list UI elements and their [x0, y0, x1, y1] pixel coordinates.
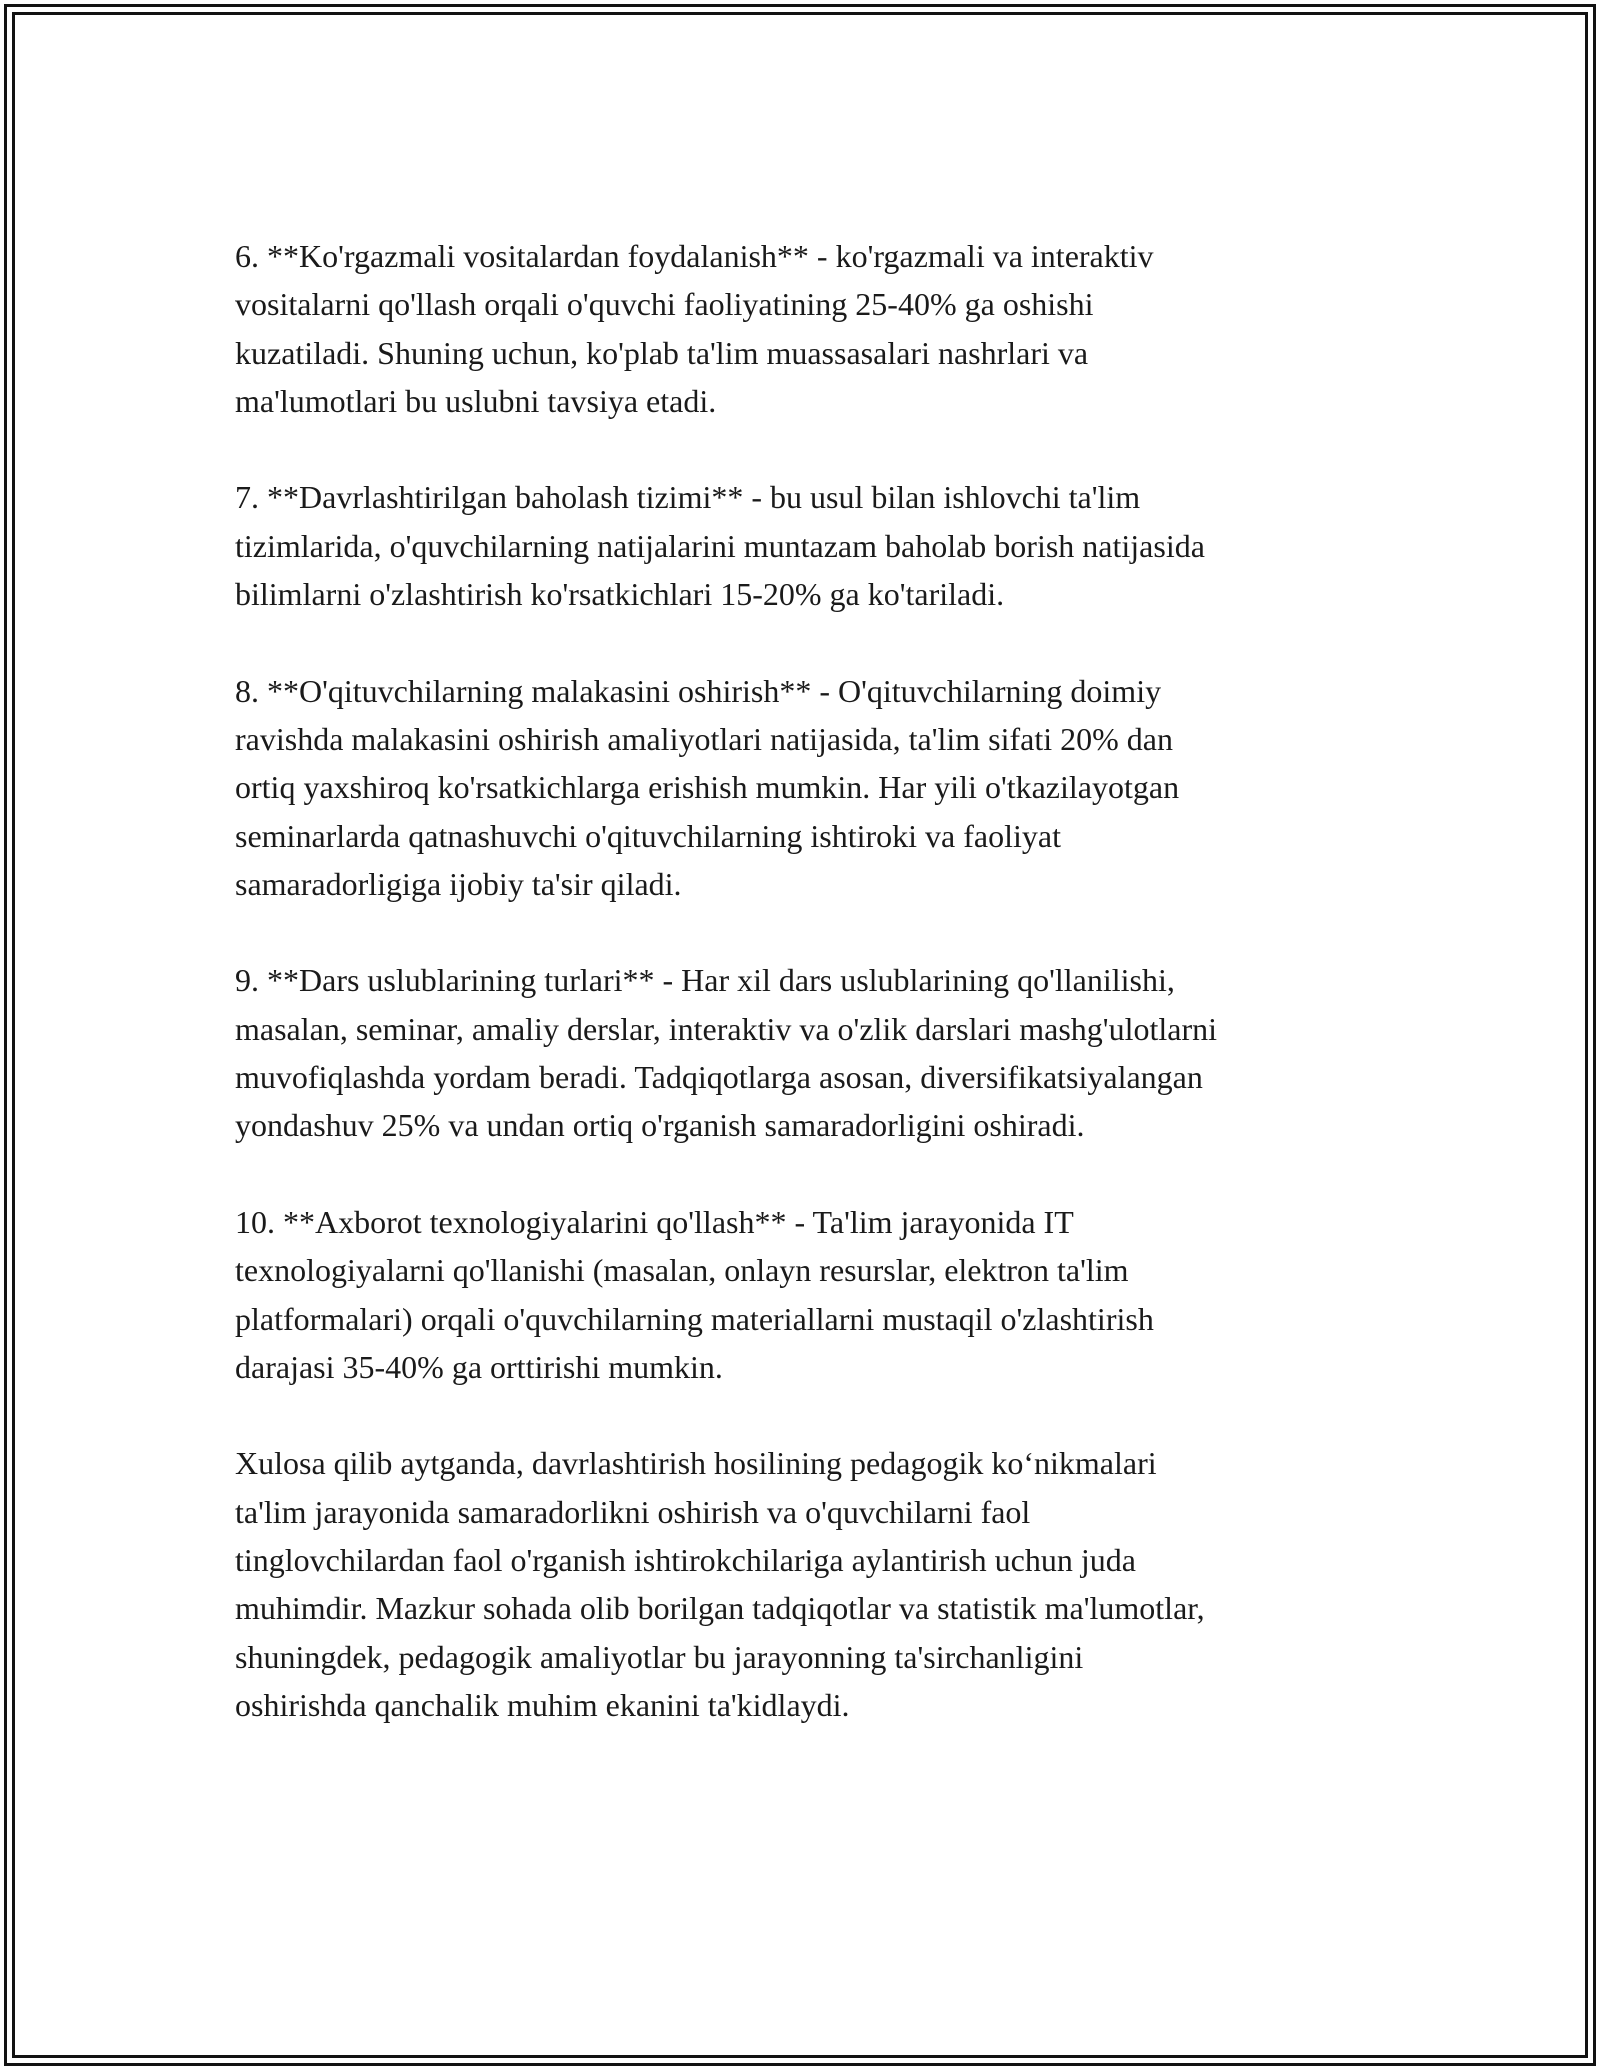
paragraph-item-7: 7. **Davrlashtirilgan baholash tizimi** - bu usul bilan ishlovchi ta'lim tizimlarida, o'quvchilarning natijalarini muntazam baholab borish natijasida bilimlarni o'zlashtirish ko'rsatkichlari 15-20% ga ko'tariladi.: [235, 479, 1205, 613]
paragraph-item-10: 10. **Axborot texnologiyalarini qo'llash** - Ta'lim jarayonida IT texnologiyalarni qo'llanishi (masalan, onlayn resurslar, elektron ta'lim platformalari) orqali o'quvchilarning materiallarni mustaqil o'zlashtirish darajasi 35-40% ga orttirishi mumkin.: [235, 1203, 1154, 1385]
document-body: [235, 232, 1385, 1729]
paragraph-item-6: 6. **Ko'rgazmali vositalardan foydalanish** - ko'rgazmali va interaktiv vositalarni qo'llash orqali o'quvchi faoliyatining 25-40% ga oshishi kuzatiladi. Shuning uchun, ko'plab ta'lim muassasalari nashrlari va ma'lumotlari bu uslubni tavsiya etadi.: [235, 238, 1154, 419]
paragraph-conclusion: Xulosa qilib aytganda, davrlashtirish hosilining pedagogik ko‘nikmalari ta'lim jarayonida samaradorlikni oshirish va o'quvchilarni faol tinglovchilardan faol o'rganish ishtirokchilariga aylantirish uchun juda muhimdir. Mazkur sohada olib borilgan tadqiqotlar va statistik ma'lumotlar, shuningdek, pedagogik amaliyotlar bu jarayonning ta'sirchanligini oshirishda qanchalik muhim ekanini ta'kidlaydi.: [235, 1445, 1205, 1723]
paragraph-item-8: 8. **O'qituvchilarning malakasini oshirish** - O'qituvchilarning doimiy ravishda malakasini oshirish amaliyotlari natijasida, ta'lim sifati 20% dan ortiq yaxshiroq ko'rsatkichlarga erishish mumkin. Har yili o'tkazilayotgan seminarlarda qatnashuvchi o'qituvchilarning ishtiroki va faoliyat samaradorligiga ijobiy ta'sir qiladi.: [235, 672, 1180, 902]
paragraph-item-9: 9. **Dars uslublarining turlari** - Har xil dars uslublarining qo'llanilishi, masalan, seminar, amaliy derslar, interaktiv va o'zlik darslari mashg'ulotlarni muvofiqlashda yordam beradi. Tadqiqotlarga asosan, diversifikatsiyalangan yondashuv 25% va undan ortiq o'rganish samaradorligini oshiradi.: [235, 962, 1217, 1144]
